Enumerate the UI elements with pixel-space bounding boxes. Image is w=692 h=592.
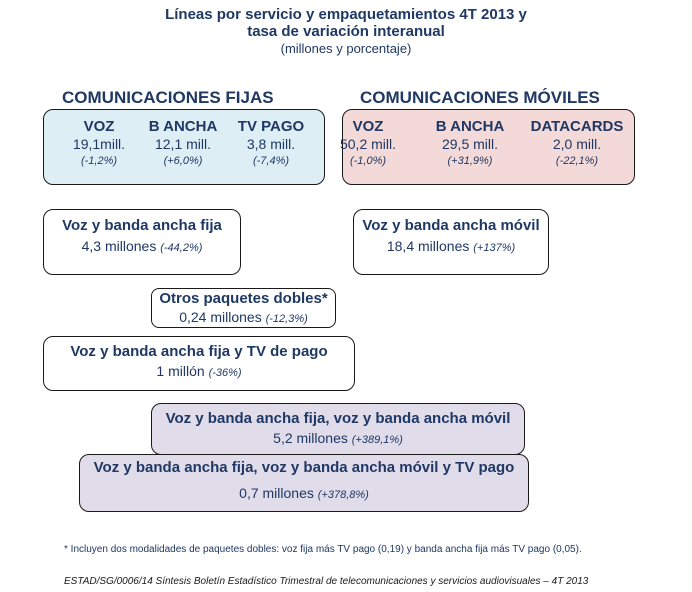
document-footer: ESTAD/SG/0006/14 Síntesis Boletín Estadístico Trimestral de telecomunicaciones y servicios audiovisuales – 4T 2013: [64, 576, 589, 587]
moviles-datacards: [515, 118, 639, 170]
package-change: (+378,8%): [317, 489, 369, 501]
package-title: Voz y banda ancha fija, voz y banda ancha móvil: [165, 410, 511, 427]
package-change: (-12,3%): [265, 313, 308, 325]
package-title: Voz y banda ancha móvil: [362, 217, 540, 234]
package-title: Otros paquetes dobles*: [159, 290, 328, 307]
package-voz-banda-ancha-fija-tv: [43, 336, 355, 391]
fijas-banda-ancha-label: B ANCHA: [148, 118, 218, 135]
package-value: [44, 363, 354, 379]
moviles-banda-ancha-label: B ANCHA: [435, 118, 505, 135]
package-value-text: 18,4 millones: [386, 238, 470, 254]
chart-subtitle: (millones y porcentaje): [280, 41, 412, 56]
fijas-voz-value: 19,1mill.: [72, 136, 126, 152]
fijas-heading: COMUNICACIONES FIJAS: [62, 88, 274, 107]
package-value: [152, 309, 335, 325]
package-value: [44, 238, 240, 254]
moviles-banda-ancha: [415, 118, 525, 170]
fijas-tv-pago: [216, 118, 326, 170]
moviles-voz-value: 50,2 mill.: [339, 136, 397, 152]
package-value: [354, 238, 548, 254]
package-fija-movil: [151, 403, 525, 455]
fijas-banda-ancha-value: 12,1 mill.: [154, 136, 212, 152]
package-change: (+389,1%): [351, 434, 403, 446]
chart-title-line2: tasa de variación interanual: [247, 23, 445, 40]
moviles-voz-label: VOZ: [352, 118, 384, 135]
package-title: Voz y banda ancha fija y TV de pago: [70, 343, 328, 360]
package-value-text: 1 millón: [156, 363, 205, 379]
package-value-text: 0,24 millones: [179, 309, 262, 325]
package-value-text: 4,3 millones: [81, 238, 157, 254]
package-otros-paquetes-dobles: [151, 288, 336, 328]
moviles-box: [339, 109, 635, 185]
package-title: Voz y banda ancha fija: [62, 217, 222, 234]
package-change: (-44,2%): [160, 242, 203, 254]
fijas-voz-label: VOZ: [83, 118, 115, 135]
package-value-text: 0,7 millones: [239, 485, 314, 501]
moviles-banda-ancha-change: (+31,9%): [447, 155, 493, 167]
package-change: (-36%): [208, 367, 242, 379]
fijas-tv-pago-value: 3,8 mill.: [246, 136, 296, 152]
package-title: Voz y banda ancha fija, voz y banda ancha móvil y TV pago: [93, 459, 515, 476]
fijas-tv-pago-label: TV PAGO: [237, 118, 305, 135]
fijas-box: [43, 109, 325, 185]
fijas-voz-change: (-1,2%): [80, 155, 118, 167]
footnote: * Incluyen dos modalidades de paquetes dobles: voz fija más TV pago (0,19) y banda ancha fija más TV pago (0,05).: [64, 544, 582, 555]
moviles-datacards-label: DATACARDS: [530, 118, 624, 135]
moviles-voz-change: (-1,0%): [349, 155, 387, 167]
package-value-text: 5,2 millones: [273, 430, 348, 446]
moviles-heading: COMUNICACIONES MÓVILES: [360, 88, 600, 107]
package-voz-banda-ancha-fija: [43, 209, 241, 275]
moviles-datacards-value: 2,0 mill.: [552, 136, 602, 152]
chart-title: Líneas por servicio y empaquetamientos 4T 2013 y: [165, 6, 527, 23]
package-change: (+137%): [473, 242, 516, 254]
package-value: [152, 430, 524, 446]
package-voz-banda-ancha-movil: [353, 209, 549, 275]
package-value: [80, 485, 528, 501]
moviles-voz: [313, 118, 423, 170]
fijas-tv-pago-change: (-7,4%): [252, 155, 290, 167]
fijas-banda-ancha-change: (+6,0%): [163, 155, 203, 167]
moviles-datacards-change: (-22,1%): [555, 155, 599, 167]
package-fija-movil-tv: [79, 454, 529, 512]
moviles-banda-ancha-value: 29,5 mill.: [441, 136, 499, 152]
